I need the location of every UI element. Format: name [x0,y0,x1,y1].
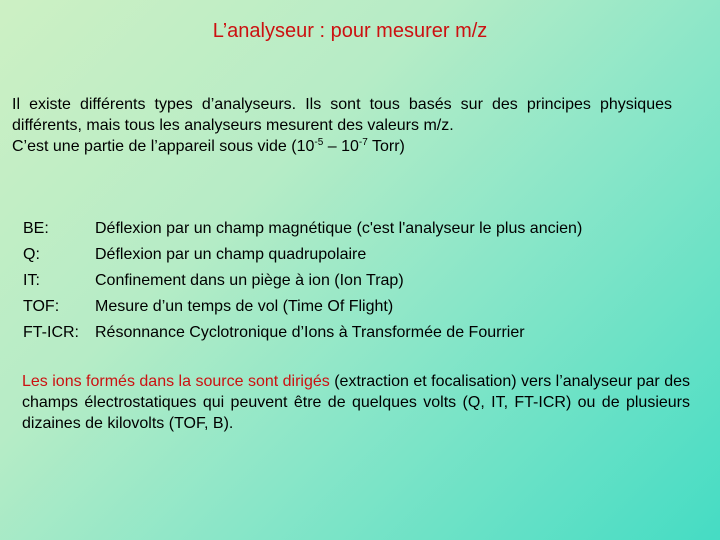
intro-paragraph [12,94,672,157]
definition-row [23,268,582,294]
analyzer-definitions [23,216,582,346]
conclusion-paragraph [22,371,690,434]
intro-line-1: Il existe différents types d’analyseurs. Ils sont tous basés sur des principes physiques différents, mais tous les analyseurs mesurent des valeurs m/z. [12,96,672,134]
definition-text: Confinement dans un piège à ion (Ion Trap) [95,272,404,289]
definition-abbr: IT: [23,272,40,289]
intro-line-2 [12,136,672,157]
conclusion-rest: (extraction et focalisation) vers l’analyseur par des champs électrostatiques qui peuvent être de quelques volts (Q, IT, FT-ICR) ou de plusieurs dizaines de kilovolts (TOF, B). [22,373,690,432]
exponent-2: -7 [358,137,368,148]
slide-title: L’analyseur : pour mesurer m/z [212,20,488,42]
conclusion-highlight: Les ions formés dans la source sont dirigés [22,373,330,390]
intro-line-2-prefix: C’est une partie de l’appareil sous vide (10 [12,138,315,155]
definition-abbr: TOF: [23,298,60,315]
definition-abbr: BE: [23,220,49,237]
definition-row [23,216,582,242]
definition-text: Mesure d’un temps de vol (Time Of Flight) [95,298,394,315]
definition-row [23,242,582,268]
intro-line-2-mid: – 10 [323,138,359,155]
exponent-1: -5 [314,137,324,148]
definition-abbr: Q: [23,246,40,263]
definition-text: Déflexion par un champ magnétique (c'est l'analyseur le plus ancien) [95,220,583,237]
definition-text: Résonnance Cyclotronique d’Ions à Transformée de Fourrier [95,324,525,341]
definition-row [23,320,582,346]
definition-row [23,294,582,320]
definition-abbr: FT-ICR: [23,324,79,341]
definition-text: Déflexion par un champ quadrupolaire [95,246,367,263]
intro-line-2-suffix: Torr) [367,138,405,155]
